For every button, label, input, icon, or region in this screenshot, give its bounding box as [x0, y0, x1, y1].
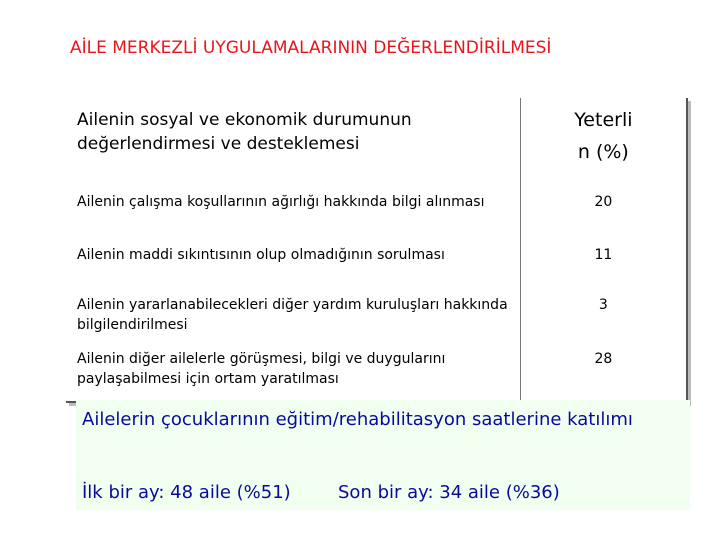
table-row: [66, 186, 686, 238]
table-row: [66, 238, 686, 289]
row-value: 20: [520, 186, 686, 238]
header-sufficient-unit: n (%): [577, 141, 629, 163]
header-category: Ailenin sosyal ve ekonomik durumunun değerlendirmesi ve desteklemesi: [77, 110, 412, 154]
row-value: 11: [520, 238, 686, 289]
evaluation-table: [66, 98, 688, 403]
participation-heading: Ailelerin çocuklarının eğitim/rehabilitasyon saatlerine katılımı: [82, 409, 633, 430]
row-value: 28: [520, 343, 686, 401]
row-label: Ailenin maddi sıkıntısının olup olmadığının sorulması: [77, 247, 445, 263]
first-month-stat: İlk bir ay: 48 aile (%51): [82, 482, 291, 503]
last-month-stat: Son bir ay: 34 aile (%36): [338, 482, 560, 503]
participation-note: [76, 400, 690, 510]
row-label: Ailenin yararlanabilecekleri diğer yardım kuruluşları hakkında bilgilendirilmesi: [77, 297, 508, 333]
header-sufficient-label: Yeterli: [574, 109, 633, 131]
row-value: 3: [520, 289, 686, 343]
page-title: AİLE MERKEZLİ UYGULAMALARININ DEĞERLENDİRİLMESİ: [70, 38, 552, 58]
table-header-row: [66, 98, 686, 186]
header-sufficient: [520, 98, 686, 186]
table-row: [66, 343, 686, 401]
row-label: Ailenin çalışma koşullarının ağırlığı hakkında bilgi alınması: [77, 194, 485, 210]
table-row: [66, 289, 686, 343]
row-label: Ailenin diğer ailelerle görüşmesi, bilgi ve duygularını paylaşabilmesi için ortam yaratılması: [77, 351, 446, 387]
